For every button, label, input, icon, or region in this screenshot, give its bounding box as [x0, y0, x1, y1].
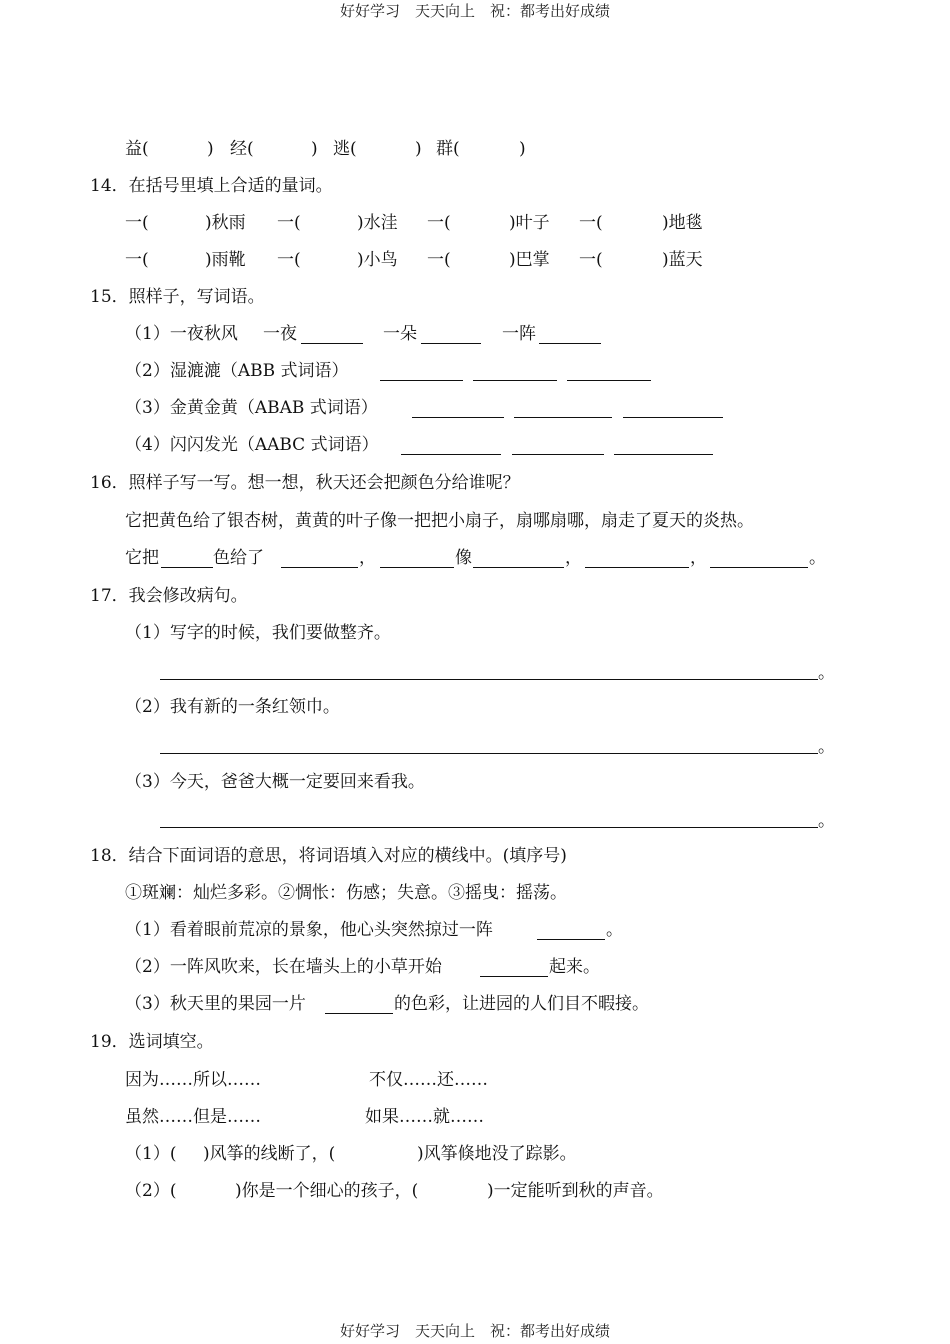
answer-blank[interactable]	[710, 551, 808, 568]
answer-blank[interactable]	[514, 401, 612, 418]
answer-blank[interactable]	[412, 401, 504, 418]
q17-sentence-1: （1）写字的时候，我们要做整齐。	[125, 623, 391, 643]
q14-cell: )水洼	[357, 213, 398, 233]
q19-sentence-1	[125, 1143, 645, 1165]
q19-text: （1）(	[125, 1144, 177, 1164]
q14-cell: 一(	[579, 250, 603, 270]
q15-example: （1）一夜秋风	[125, 324, 238, 344]
top-row-item: 经(	[230, 139, 254, 159]
q16-title: 16．照样子写一写。想一想，秋天还会把颜色分给谁呢？	[90, 473, 520, 493]
answer-blank[interactable]	[421, 327, 481, 344]
q18-text: 起来。	[549, 957, 600, 977]
q17-title: 17．我会修改病句。	[90, 586, 248, 606]
q15-example: （2）湿漉漉（ABB 式词语）	[125, 361, 349, 381]
conjunction-option: 虽然……但是……	[125, 1107, 261, 1127]
q17-sentence-3: （3）今天，爸爸大概一定要回来看我。	[125, 772, 425, 792]
full-stop: 。	[818, 737, 835, 757]
answer-blank[interactable]	[281, 551, 358, 568]
q15-item-1	[125, 323, 625, 345]
conjunction-option: 因为……所以……	[125, 1070, 261, 1090]
conjunction-option: 不仅……还……	[369, 1070, 488, 1090]
q15-prefix: 一夜	[263, 324, 297, 344]
q18-sentence-3	[125, 993, 725, 1015]
q15-example: （3）金黄金黄（ABAB 式词语）	[125, 398, 378, 418]
q18-definitions: ①斑斓：灿烂多彩。②惆怅：伤感；失意。③摇曳：摇荡。	[125, 883, 567, 903]
q14-row-1	[125, 212, 745, 234]
answer-line[interactable]	[160, 679, 818, 680]
q19-text: )你是一个细心的孩子，(	[235, 1181, 419, 1201]
q14-cell: )秋雨	[205, 213, 246, 233]
q19-options-row-1	[125, 1069, 545, 1091]
page-footer: 好好学习 天天向上 祝：都考出好成绩	[339, 1322, 610, 1340]
answer-blank[interactable]	[325, 997, 393, 1014]
q18-text: 。	[606, 920, 623, 940]
top-row-item: 逃(	[333, 139, 357, 159]
answer-line[interactable]	[160, 753, 818, 754]
answer-line[interactable]	[160, 827, 818, 828]
q14-title: 14．在括号里填上合适的量词。	[90, 176, 333, 196]
q16-text: 它把	[125, 548, 159, 568]
q14-cell: )蓝天	[662, 250, 703, 270]
q14-cell: 一(	[125, 250, 149, 270]
answer-blank[interactable]	[473, 551, 564, 568]
answer-blank[interactable]	[480, 960, 548, 977]
q15-item-4	[125, 434, 725, 456]
q19-text: （2）(	[125, 1181, 177, 1201]
q16-example: 它把黄色给了银杏树，黄黄的叶子像一把把小扇子，扇哪扇哪，扇走了夏天的炎热。	[125, 511, 754, 531]
answer-blank[interactable]	[401, 438, 501, 455]
q18-sentence-2	[125, 956, 645, 978]
q14-cell: 一(	[427, 250, 451, 270]
top-row-item: 益(	[125, 139, 149, 159]
answer-blank[interactable]	[301, 327, 363, 344]
answer-blank[interactable]	[161, 551, 213, 568]
q16-fill-sentence	[125, 547, 825, 569]
q19-text: )一定能听到秋的声音。	[487, 1181, 664, 1201]
q15-prefix: 一朵	[383, 324, 417, 344]
q18-text: （1）看着眼前荒凉的景象，他心头突然掠过一阵	[125, 920, 493, 940]
answer-blank[interactable]	[567, 364, 651, 381]
answer-blank[interactable]	[623, 401, 723, 418]
q19-title: 19．选词填空。	[90, 1032, 214, 1052]
answer-blank[interactable]	[539, 327, 601, 344]
q16-text: 。	[809, 548, 826, 568]
conjunction-option: 如果……就……	[365, 1107, 484, 1127]
q18-text: （3）秋天里的果园一片	[125, 994, 306, 1014]
q19-options-row-2	[125, 1106, 545, 1128]
q15-prefix: 一阵	[502, 324, 536, 344]
answer-blank[interactable]	[614, 438, 713, 455]
q15-item-3	[125, 397, 735, 419]
q18-text: 的色彩，让进园的人们目不暇接。	[394, 994, 649, 1014]
q16-text: 色给了	[213, 548, 264, 568]
answer-blank[interactable]	[585, 551, 689, 568]
q14-row-2	[125, 249, 745, 271]
q16-text: ，	[359, 548, 376, 568]
answer-blank[interactable]	[512, 438, 604, 455]
q18-text: （2）一阵风吹来，长在墙头上的小草开始	[125, 957, 442, 977]
q17-sentence-2: （2）我有新的一条红领巾。	[125, 697, 340, 717]
q15-example: （4）闪闪发光（AABC 式词语）	[125, 435, 379, 455]
q14-cell: 一(	[125, 213, 149, 233]
q15-item-2	[125, 360, 665, 382]
q14-cell: )地毯	[662, 213, 703, 233]
q14-cell: )雨靴	[205, 250, 246, 270]
full-stop: 。	[818, 663, 835, 683]
full-stop: 。	[818, 811, 835, 831]
top-row-item: )	[207, 139, 214, 159]
q14-cell: 一(	[277, 213, 301, 233]
top-row-item: )	[519, 139, 526, 159]
page-header: 好好学习 天天向上 祝：都考出好成绩	[339, 2, 610, 20]
answer-blank[interactable]	[380, 364, 463, 381]
top-bracket-row	[125, 138, 625, 160]
q18-title: 18．结合下面词语的意思，将词语填入对应的横线中。(填序号)	[90, 846, 567, 866]
top-row-item: 群(	[436, 139, 460, 159]
q16-text: ，	[565, 548, 582, 568]
q14-cell: 一(	[277, 250, 301, 270]
q19-sentence-2	[125, 1180, 705, 1202]
q14-cell: 一(	[427, 213, 451, 233]
answer-blank[interactable]	[537, 923, 605, 940]
q16-text: ，	[690, 548, 707, 568]
answer-blank[interactable]	[380, 551, 454, 568]
q16-text: 像	[455, 548, 472, 568]
q18-sentence-1	[125, 919, 645, 941]
top-row-item: )	[415, 139, 422, 159]
q15-title: 15．照样子，写词语。	[90, 287, 265, 307]
q14-cell: 一(	[579, 213, 603, 233]
q14-cell: )小鸟	[357, 250, 398, 270]
answer-blank[interactable]	[473, 364, 557, 381]
q19-text: )风筝倏地没了踪影。	[417, 1144, 577, 1164]
top-row-item: )	[311, 139, 318, 159]
q14-cell: )巴掌	[509, 250, 550, 270]
q14-cell: )叶子	[509, 213, 550, 233]
q19-text: )风筝的线断了，(	[203, 1144, 336, 1164]
